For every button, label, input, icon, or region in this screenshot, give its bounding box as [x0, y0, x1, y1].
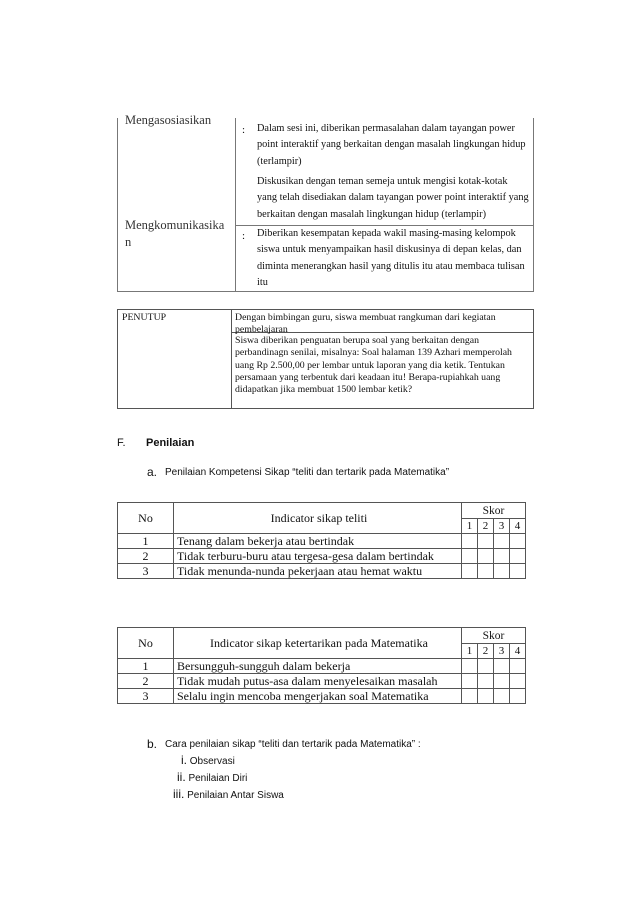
table-row [118, 534, 526, 549]
row-no: 1 [118, 534, 174, 549]
list-item [177, 770, 247, 784]
table-row [118, 674, 526, 689]
list-number: i. [181, 753, 187, 767]
score-cell [478, 564, 494, 579]
header-skor: Skor [462, 503, 526, 519]
score-cell [478, 549, 494, 564]
label-mengasosiasikan: Mengasosiasikan [125, 113, 212, 127]
list-item [173, 787, 284, 801]
score-cell [478, 659, 494, 674]
paragraph-mengasosiasikan-2: Diskusikan dengan teman semeja untuk mengisi kotak-kotak yang telah disediakan dalam tayangan power point interaktif yang berkaitan dengan masalah lingkungan hidup (terlampir) [257, 176, 529, 220]
penutup-table [117, 309, 534, 409]
score-col-4: 4 [510, 518, 526, 534]
score-cell [494, 689, 510, 704]
row-no: 1 [118, 659, 174, 674]
penutup-label: PENUTUP [122, 312, 167, 323]
score-cell [510, 534, 526, 549]
table-row [118, 659, 526, 674]
score-cell [510, 549, 526, 564]
label-mengkomunikasikan-1: Mengkomunikasika [125, 218, 225, 232]
label-mengkomunikasikan-2: n [125, 235, 132, 249]
item-b-text: Cara penilaian sikap “teliti dan tertarik pada Matematika” : [165, 739, 421, 750]
header-skor: Skor [462, 628, 526, 644]
colon: : [242, 124, 246, 136]
score-cell [494, 674, 510, 689]
table-row [118, 564, 526, 579]
table-row [118, 549, 526, 564]
row-indicator: Tenang dalam bekerja atau bertindak [174, 534, 462, 549]
score-cell [510, 659, 526, 674]
row-no: 3 [118, 564, 174, 579]
header-indicator: Indicator sikap ketertarikan pada Matematika [174, 628, 462, 659]
list-number: iii. [173, 787, 185, 801]
score-cell [462, 564, 478, 579]
list-number: ii. [177, 770, 186, 784]
score-cell [510, 564, 526, 579]
item-a-marker: a. [147, 465, 158, 479]
score-cell [478, 674, 494, 689]
score-col-1: 1 [462, 518, 478, 534]
row-indicator: Tidak mudah putus-asa dalam menyelesaikan masalah [174, 674, 462, 689]
row-no: 2 [118, 674, 174, 689]
row-indicator: Selalu ingin mencoba mengerjakan soal Matematika [174, 689, 462, 704]
row-indicator: Bersungguh-sungguh dalam bekerja [174, 659, 462, 674]
row-no: 3 [118, 689, 174, 704]
penutup-item-2: Siswa diberikan penguatan berupa soal yang berkaitan dengan perbandinagn senilai, misalnya: Soal halaman 139 Azhari memperolah uang Rp 2.500,00 per lembar untuk laporan yang dia ketik. Tentukan persamaan yang terbentuk dari keadaan itu! Berapa-rupiahkah uang didapatkan jika membuat 1500 lembar ketik? [235, 335, 512, 396]
score-cell [494, 564, 510, 579]
score-cell [462, 549, 478, 564]
score-cell [462, 674, 478, 689]
score-col-1: 1 [462, 643, 478, 659]
table-tertarik [117, 627, 526, 704]
score-col-3: 3 [494, 643, 510, 659]
score-cell [478, 689, 494, 704]
row-indicator: Tidak menunda-nunda pekerjaan atau hemat waktu [174, 564, 462, 579]
item-b-marker: b. [147, 737, 158, 751]
score-cell [510, 689, 526, 704]
score-cell [462, 689, 478, 704]
score-col-4: 4 [510, 643, 526, 659]
list-text: Observasi [189, 756, 235, 767]
activities-table [117, 113, 534, 292]
table-teliti [117, 502, 526, 579]
score-cell [494, 659, 510, 674]
row-no: 2 [118, 549, 174, 564]
section-marker: F. [117, 437, 126, 449]
header-no: No [118, 628, 174, 659]
score-cell [494, 549, 510, 564]
penutup-item-1: Dengan bimbingan guru, siswa membuat rangkuman dari kegiatan pembelajaran [235, 312, 496, 336]
paragraph-mengasosiasikan-1: Dalam sesi ini, diberikan permasalahan dalam tayangan power point interaktif yang berkaitan dengan masalah lingkungan hidup (terlampir) [257, 123, 526, 167]
item-a-text: Penilaian Kompetensi Sikap “teliti dan tertarik pada Matematika” [165, 467, 450, 478]
list-item [181, 753, 235, 767]
score-col-2: 2 [478, 518, 494, 534]
column-divider [235, 118, 236, 291]
table-row [118, 689, 526, 704]
score-cell [478, 534, 494, 549]
column-divider [231, 310, 232, 408]
score-col-2: 2 [478, 643, 494, 659]
score-cell [462, 534, 478, 549]
score-cell [510, 674, 526, 689]
section-title: Penilaian [146, 437, 195, 449]
paragraph-mengkomunikasikan: Diberikan kesempatan kepada wakil masing-masing kelompok siswa untuk menyampaikan hasil diskusinya di depan kelas, dan diminta menerangkan hasil yang ditulis itu atau membaca tulisan itu [257, 228, 525, 289]
score-cell [462, 659, 478, 674]
score-cell [494, 534, 510, 549]
list-text: Penilaian Diri [188, 773, 248, 784]
row-indicator: Tidak terburu-buru atau tergesa-gesa dalam bertindak [174, 549, 462, 564]
list-text: Penilaian Antar Siswa [187, 790, 284, 801]
colon: : [242, 230, 246, 242]
score-col-3: 3 [494, 518, 510, 534]
header-indicator: Indicator sikap teliti [174, 503, 462, 534]
header-no: No [118, 503, 174, 534]
